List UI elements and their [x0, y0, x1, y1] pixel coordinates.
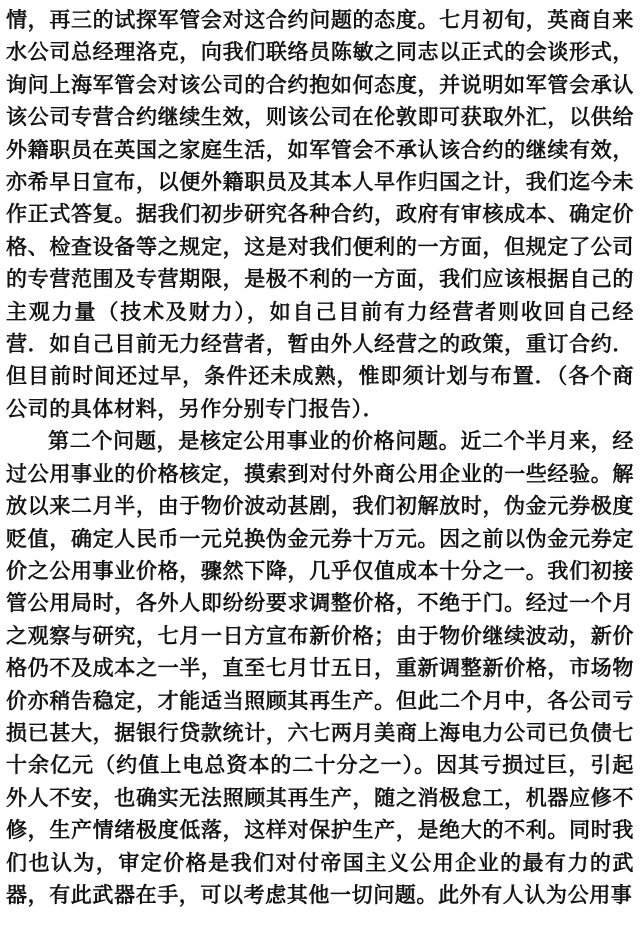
paragraph-pricing: 第二个问题，是核定公用事业的价格问题。近二个半月来，经过公用事业的价格核定，摸索到对付外商公用企业的一些经验。解放以来二月半，由于物价波动甚剧，我们初解放时，伪金元券极度贬值，确定人民币一元兑换伪金元券十万元。因之前以伪金元券定价之公用事业价格，骤然下降，几乎仅值成本十分之一。我们初接管公用局时，各外人即纷纷要求调整价格，不绝于门。经过一个月之观察与研究，七月一日方宣布新价格；由于物价继续波动，新价格仍不及成本之一半，直至七月廿五日，重新调整新价格，市场物价亦稍告稳定，才能适当照顾其再生产。但此二个月中，各公司亏损已甚大，据银行贷款统计，六七两月美商上海电力公司已负债七十余亿元（约值上电总资本的二十分之一）。因其亏损过巨，引起外人不安，也确实无法照顾其再生产，随之消极怠工，机器应修不修，生产情绪极度低落，这样对保护生产，是绝大的不利。同时我们也认为，审定价格是我们对付帝国主义公用企业的最有力的武器，有此武器在手，可以考虑其他一切问题。此外有人认为公用事: [6, 428, 634, 907]
paragraph-contracts: 情，再三的试探军管会对这合约问题的态度。七月初旬，英商自来水公司总经理洛克，向我们联络员陈敏之同志以正式的会谈形式，询问上海军管会对该公司的合约抱如何态度，并说明如军管会承认该公司专营合约继续生效，则该公司在伦敦即可获取外汇，以供给外籍职员在英国之家庭生活，如军管会不承认该合约的继续有效，亦希早日宣布，以便外籍职员及其本人早作归国之计，我们迄今未作正式答复。据我们初步研究各种合约，政府有审核成本、确定价格、检查设备等之规定，这是对我们便利的一方面，但规定了公司的专营范围及专营期限，是极不利的一方面，我们应该根据自己的主观力量（技术及财力），如自己目前有力经营者则收回自己经营．如自己目前无力经营者，暂由外人经营之的政策，重订合约．但目前时间还过早，条件还未成熟，惟即须计划与布置．（各个商公司的具体材料，另作分别专门报告）．: [6, 7, 634, 421]
